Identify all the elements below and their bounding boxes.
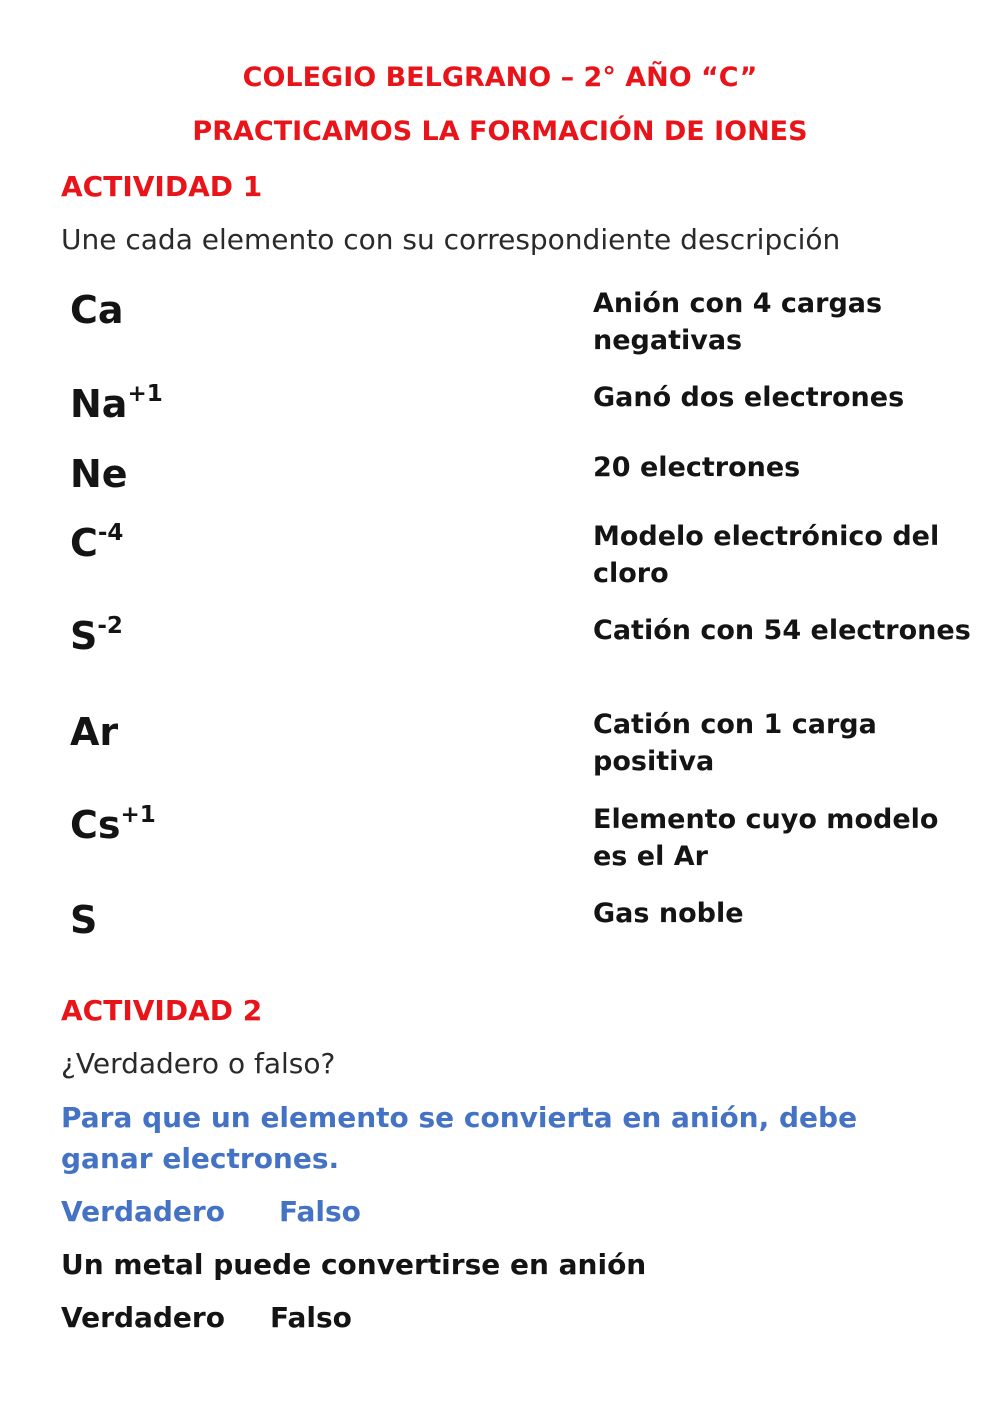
symbol-charge: -2 xyxy=(97,613,123,639)
symbol-item[interactable] xyxy=(70,803,156,847)
description-item[interactable]: Gas noble xyxy=(593,898,744,929)
false-option[interactable]: Falso xyxy=(279,1195,361,1228)
description-item[interactable]: Elemento cuyo modelo es el Ar xyxy=(593,804,939,872)
description-item[interactable]: Anión con 4 cargas negativas xyxy=(593,288,883,356)
description-item[interactable]: Modelo electrónico del cloro xyxy=(593,521,940,589)
true-option[interactable]: Verdadero xyxy=(61,1301,225,1334)
symbol-base: C xyxy=(70,521,98,565)
symbol-base: Ar xyxy=(70,710,119,754)
description-item[interactable]: Catión con 54 electrones xyxy=(593,615,971,646)
symbol-item[interactable] xyxy=(70,288,124,332)
symbol-charge: +1 xyxy=(120,802,156,828)
worksheet-subtitle: PRACTICAMOS LA FORMACIÓN DE IONES xyxy=(192,116,808,147)
description-item[interactable]: 20 electrones xyxy=(593,452,801,483)
symbol-base: Cs xyxy=(70,803,121,847)
activity2-heading: ACTIVIDAD 2 xyxy=(61,994,263,1027)
symbol-base: Ca xyxy=(70,288,124,332)
symbol-item[interactable] xyxy=(70,382,163,426)
statement-text: Un metal puede convertirse en anión xyxy=(61,1248,647,1281)
false-option[interactable]: Falso xyxy=(270,1301,352,1334)
activity1-instruction: Une cada elemento con su correspondiente descripción xyxy=(61,223,841,256)
activity2-question: ¿Verdadero o falso? xyxy=(61,1047,336,1080)
symbol-item[interactable] xyxy=(70,521,123,565)
symbol-base: Na xyxy=(70,382,128,426)
true-option[interactable]: Verdadero xyxy=(61,1195,225,1228)
symbol-item[interactable] xyxy=(70,614,123,658)
description-item[interactable]: Catión con 1 carga positiva xyxy=(593,709,877,777)
symbol-item[interactable] xyxy=(70,452,128,496)
school-title: COLEGIO BELGRANO – 2° AÑO “C” xyxy=(242,62,758,93)
symbol-item[interactable] xyxy=(70,710,118,754)
symbol-base: S xyxy=(70,614,98,658)
statement-text: Para que un elemento se convierta en anión, debe ganar electrones. xyxy=(61,1101,858,1175)
symbol-base: S xyxy=(70,898,98,942)
symbol-item[interactable] xyxy=(70,898,97,942)
activity1-heading: ACTIVIDAD 1 xyxy=(61,170,263,203)
symbol-charge: -4 xyxy=(97,520,124,546)
symbol-charge: +1 xyxy=(127,381,163,407)
symbol-base: Ne xyxy=(70,452,128,496)
description-item[interactable]: Ganó dos electrones xyxy=(593,382,905,413)
